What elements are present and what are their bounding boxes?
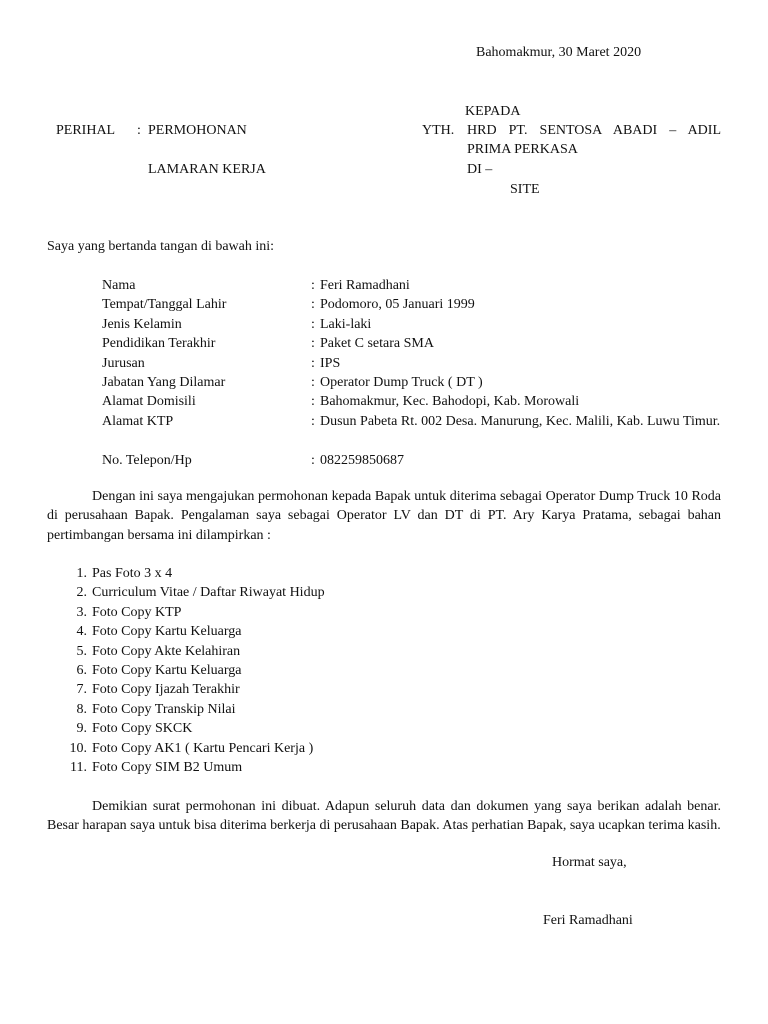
- identity-value: Laki-laki: [320, 316, 372, 332]
- identity-colon: :: [311, 413, 315, 429]
- attachment-text: Pas Foto 3 x 4: [92, 566, 173, 581]
- attachment-text: Foto Copy SIM B2 Umum: [92, 759, 243, 775]
- identity-value: IPS: [320, 355, 341, 371]
- attachment-text: Curriculum Vitae / Daftar Riwayat Hidup: [92, 585, 325, 601]
- identity-value: Bahomakmur, Kec. Bahodopi, Kab. Morowali: [320, 394, 580, 410]
- attachment-text: Foto Copy SKCK: [92, 721, 193, 737]
- identity-colon: :: [311, 316, 315, 332]
- attachment-text: Foto Copy Kartu Keluarga: [92, 662, 242, 678]
- subject-line-2: LAMARAN KERJA: [148, 162, 266, 177]
- attachment-number: 4.: [76, 624, 87, 640]
- identity-label: No. Telepon/Hp: [102, 452, 192, 468]
- signer-name: Feri Ramadhani: [543, 913, 633, 928]
- identity-value: Podomoro, 05 Januari 1999: [320, 297, 475, 313]
- recipient-location: SITE: [510, 182, 540, 197]
- attachment-number: 5.: [76, 643, 87, 659]
- attachment-number: 11.: [70, 759, 87, 775]
- identity-value: Feri Ramadhani: [320, 278, 410, 293]
- identity-colon: :: [311, 336, 315, 352]
- recipient-line-2: PRIMA PERKASA: [467, 142, 578, 158]
- recipient-location-prefix: DI –: [467, 162, 493, 177]
- attachment-number: 10.: [69, 740, 87, 756]
- addressee-honorific: YTH.: [422, 123, 455, 138]
- attachment-text: Foto Copy Kartu Keluarga: [92, 624, 242, 640]
- attachment-number: 1.: [76, 566, 87, 581]
- subject-colon: :: [137, 123, 141, 138]
- closing-salutation: Hormat saya,: [552, 855, 627, 870]
- body-paragraph-1: Dengan ini saya mengajukan permohonan kepada Bapak untuk diterima sebagai Operator Dump Truck 10 Roda di perusahaan Bapak. Pengalaman saya sebagai Operator LV dan DT di PT. Ary Karya Pratama, sebagai bahan pertimbangan bersama ini dilampirkan :: [47, 489, 721, 543]
- attachment-text: Foto Copy Akte Kelahiran: [92, 643, 241, 659]
- attachment-text: Foto Copy KTP: [92, 604, 182, 620]
- subject-label: PERIHAL: [56, 123, 116, 138]
- attachment-text: Foto Copy Ijazah Terakhir: [92, 682, 240, 698]
- attachment-number: 8.: [76, 701, 87, 717]
- addressee-heading: KEPADA: [465, 104, 521, 119]
- attachment-number: 3.: [76, 604, 87, 620]
- place-date: Bahomakmur, 30 Maret 2020: [476, 45, 642, 60]
- identity-colon: :: [311, 297, 315, 313]
- identity-label: Jabatan Yang Dilamar: [102, 375, 226, 390]
- identity-label: Jurusan: [102, 355, 145, 371]
- identity-label: Jenis Kelamin: [102, 316, 182, 332]
- identity-label: Alamat KTP: [102, 413, 174, 429]
- attachment-text: Foto Copy AK1 ( Kartu Pencari Kerja ): [92, 740, 314, 756]
- identity-label: Pendidikan Terakhir: [102, 336, 216, 352]
- intro-sentence: Saya yang bertanda tangan di bawah ini:: [47, 239, 275, 254]
- identity-value: Paket C setara SMA: [320, 336, 434, 352]
- identity-colon: :: [311, 375, 315, 390]
- attachment-number: 9.: [76, 721, 87, 737]
- attachment-text: Foto Copy Transkip Nilai: [92, 701, 236, 717]
- subject-line-1: PERMOHONAN: [148, 123, 247, 138]
- attachment-number: 7.: [76, 682, 87, 698]
- attachment-number: 2.: [76, 585, 87, 601]
- identity-colon: :: [311, 278, 315, 293]
- identity-colon: :: [311, 394, 315, 410]
- identity-value: Dusun Pabeta Rt. 002 Desa. Manurung, Kec. Malili, Kab. Luwu Timur.: [320, 413, 721, 429]
- identity-colon: :: [311, 452, 315, 468]
- identity-label: Nama: [102, 278, 136, 293]
- body-paragraph-2: Demikian surat permohonan ini dibuat. Adapun seluruh data dan dokumen yang saya berikan adalah benar. Besar harapan saya untuk bisa diterima berkerja di perusahaan Bapak. Atas perhatian Bapak, saya ucapkan terima kasih.: [47, 799, 721, 834]
- recipient-name: [467, 121, 721, 160]
- identity-label: Tempat/Tanggal Lahir: [102, 297, 227, 313]
- attachment-number: 6.: [76, 662, 87, 678]
- identity-value: 082259850687: [320, 452, 404, 468]
- identity-label: Alamat Domisili: [102, 394, 196, 410]
- identity-colon: :: [311, 355, 315, 371]
- identity-value: Operator Dump Truck ( DT ): [320, 375, 483, 390]
- recipient-line-1: HRD PT. SENTOSA ABADI – ADIL: [467, 123, 721, 138]
